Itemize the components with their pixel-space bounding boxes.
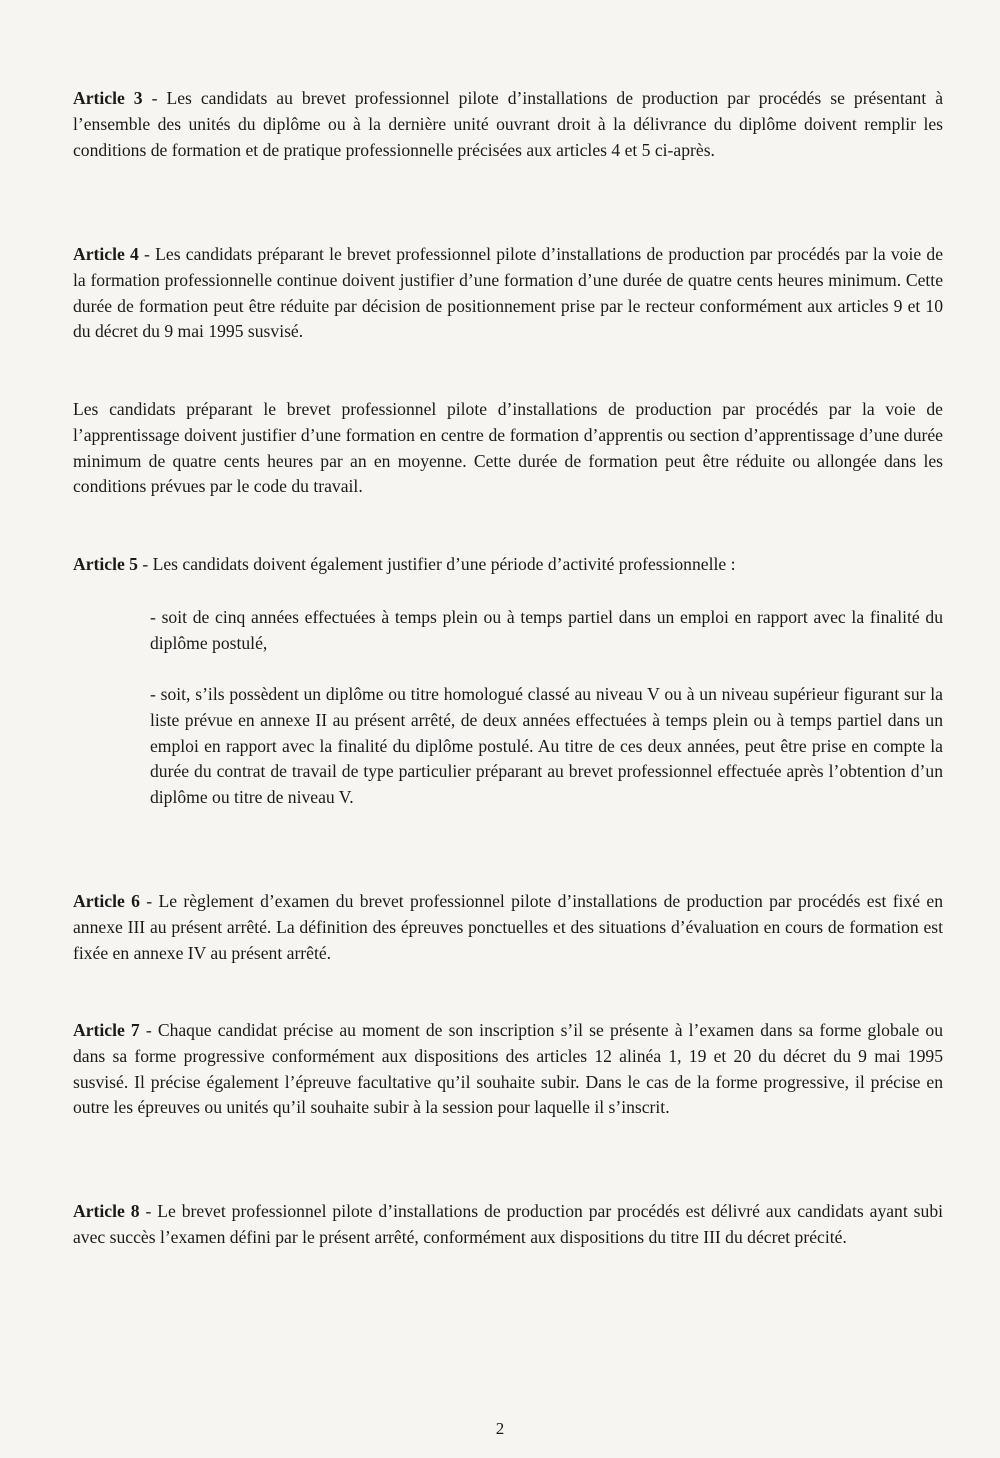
- article-6-label: Article 6: [73, 891, 140, 911]
- article-6-text: Le règlement d’examen du brevet professionnel pilote d’installations de production par procédés est fixé en annexe III au présent arrêté. La définition des épreuves ponctuelles et des situations d’évaluation en cours de formation est fixée en annexe IV au présent arrêté.: [73, 891, 944, 963]
- article-5-item-1-text: - soit de cinq années effectuées à temps plein ou à temps partiel dans un emploi en rapport avec la finalité du diplôme postulé,: [150, 607, 943, 653]
- article-8-separator: -: [139, 1201, 158, 1221]
- article-4-paragraph-2: [73, 397, 943, 500]
- article-8-label: Article 8: [73, 1201, 140, 1221]
- article-4-separator: -: [138, 244, 156, 264]
- article-3-paragraph: [73, 86, 943, 163]
- article-3-label: Article 3: [73, 88, 143, 108]
- page-number: 2: [495, 1419, 505, 1438]
- article-5-item-2-text: - soit, s’ils possèdent un diplôme ou titre homologué classé au niveau V ou à un niveau supérieur figurant sur la liste prévue en annexe II au présent arrêté, de deux années effectuées à temps plein ou à temps partiel dans un emploi en rapport avec la finalité du diplôme postulé. Au titre de ces deux années, peut être prise en compte la durée du contrat de travail de type particulier préparant au brevet professionnel effectuée après l’obtention d’un diplôme ou titre de niveau V.: [150, 684, 943, 808]
- article-5-label: Article 5: [73, 554, 138, 574]
- article-7-paragraph: [73, 1018, 943, 1121]
- article-6-separator: -: [139, 891, 159, 911]
- article-7-text: Chaque candidat précise au moment de son inscription s’il se présente à l’examen dans sa forme globale ou dans sa forme progressive conformément aux dispositions des articles 12 alinéa 1, 19 et 20 du décret du 9 mai 1995 susvisé. Il précise également l’épreuve facultative qu’il souhaite subir. Dans le cas de la forme progressive, il précise en outre les épreuves ou unités qu’il souhaite subir à la session pour laquelle il s’inscrit.: [73, 1020, 944, 1118]
- article-8-paragraph: [73, 1199, 943, 1251]
- article-4-label: Article 4: [73, 244, 139, 264]
- article-4-paragraph-2-text: Les candidats préparant le brevet professionnel pilote d’installations de production par procédés par la voie de l’apprentissage doivent justifier d’une formation en centre de formation d’apprentis ou section d’apprentissage d’une durée minimum de quatre cents heures par an en moyenne. Cette durée de formation peut être réduite ou allongée dans les conditions prévues par le code du travail.: [73, 399, 943, 497]
- article-5-item-1: [150, 605, 943, 657]
- article-5-item-2: [150, 682, 943, 811]
- article-5-separator: -: [137, 554, 153, 574]
- article-8-text: Le brevet professionnel pilote d’installations de production par procédés est délivré aux candidats ayant subi avec succès l’examen défini par le présent arrêté, conformément aux dispositions du titre III du décret précité.: [73, 1201, 944, 1247]
- article-4-text: Les candidats préparant le brevet professionnel pilote d’installations de production par procédés par la voie de la formation professionnelle continue doivent justifier d’une formation d’une durée de quatre cents heures minimum. Cette durée de formation peut être réduite par décision de positionnement prise par le recteur conformément aux articles 9 et 10 du décret du 9 mai 1995 susvisé.: [73, 244, 943, 342]
- article-3-separator: -: [142, 88, 167, 108]
- article-6-paragraph: [73, 889, 943, 966]
- article-3-text: Les candidats au brevet professionnel pilote d’installations de production par procédés se présentant à l’ensemble des unités du diplôme ou à la dernière unité ouvrant droit à la délivrance du diplôme doivent remplir les conditions de formation et de pratique professionnelle précisées aux articles 4 et 5 ci-après.: [73, 88, 944, 160]
- article-5-text: Les candidats doivent également justifier d’une période d’activité professionnelle :: [152, 554, 736, 574]
- article-7-separator: -: [139, 1020, 158, 1040]
- article-7-label: Article 7: [73, 1020, 140, 1040]
- article-5-paragraph: [73, 552, 943, 578]
- article-4-paragraph: [73, 242, 943, 345]
